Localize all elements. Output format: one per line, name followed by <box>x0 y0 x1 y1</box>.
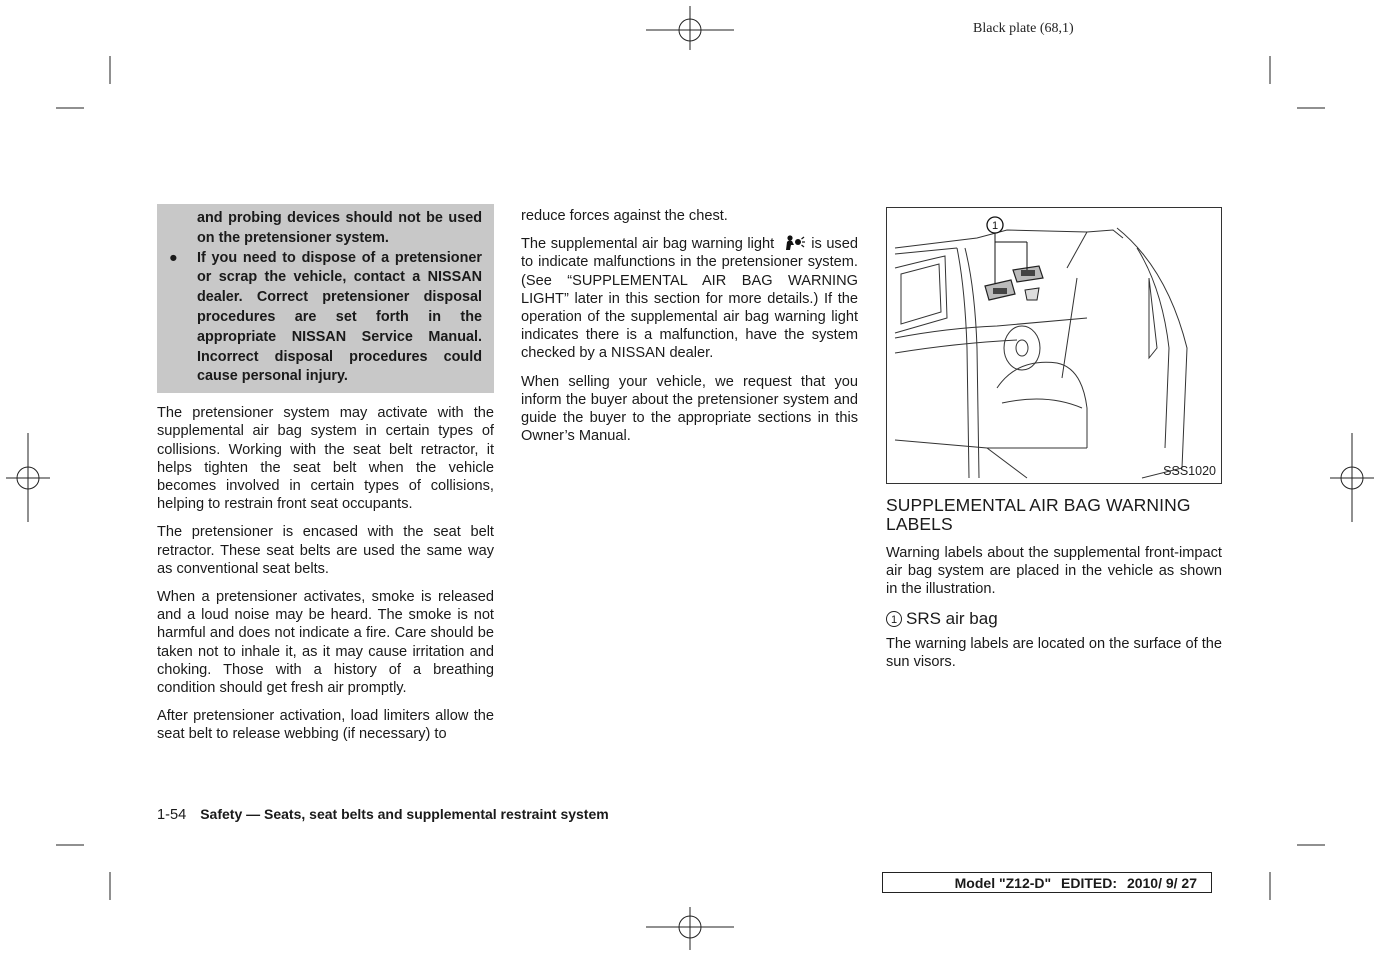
bullet-icon: ● <box>169 249 178 266</box>
paragraph: The warning labels are located on the surface of the sun visors. <box>886 635 1222 670</box>
column-middle <box>521 207 858 455</box>
figure-callout-number: 1 <box>991 220 999 232</box>
circled-number-icon: 1 <box>886 611 902 627</box>
paragraph-text-end: is used to indicate malfunctions in the pretensioner system. (See “SUPPLEMENTAL AIR BAG WARNING LIGHT” later in this section for more details.) If the operation of the supplemental air bag warning light indicates there is a malfunction, have the system checked by a NISSAN dealer. <box>521 236 858 362</box>
column-left <box>157 204 494 754</box>
crosshair-registration-icon <box>1330 433 1374 522</box>
page-number: 1-54 <box>157 807 187 823</box>
crosshair-registration-icon <box>646 907 734 950</box>
plate-label: Black plate (68,1) <box>973 21 1074 36</box>
airbag-warning-icon <box>779 235 807 251</box>
edited-date: 2010/ 9/ 27 <box>1126 875 1197 891</box>
paragraph: The pretensioner system may activate with the supplemental air bag system in certain types of collisions. Working with the seat belt retractor, it helps tighten the seat belt when the vehicle becomes involved in certain types of collisions, helping to restrain front seat occupants. <box>157 405 494 513</box>
edited-label: EDITED: <box>1061 875 1118 891</box>
sub-heading-label: SRS air bag <box>906 608 998 628</box>
paragraph-text-start: The supplemental air bag warning light <box>521 236 775 253</box>
warning-bullet-item <box>169 249 482 388</box>
paragraph: After pretensioner activation, load limiters allow the seat belt to release webbing (if necessary) to <box>157 708 494 743</box>
paragraph: Warning labels about the supplemental front-impact air bag system are placed in the vehicle as shown in the illustration. <box>886 545 1222 598</box>
section-heading: SUPPLEMENTAL AIR BAG WARNING LABELS <box>886 495 1191 534</box>
model-edit-box <box>882 872 1212 893</box>
figure-code: SSS1020 <box>1163 463 1216 478</box>
model-label: Model <box>954 875 996 891</box>
crosshair-registration-icon <box>6 433 50 522</box>
page-footer <box>157 806 609 823</box>
warning-continued-text: and probing devices should not be used on the pretensioner system. <box>197 210 482 246</box>
vehicle-interior-drawing <box>887 208 1221 483</box>
model-code: "Z12-D" <box>998 875 1052 891</box>
paragraph: reduce forces against the chest. <box>521 208 728 224</box>
paragraph: When selling your vehicle, we request that you inform the buyer about the pretensioner system and guide the buyer to the appropriate sections in this Owner’s Manual. <box>521 373 858 445</box>
column-right <box>886 207 1222 681</box>
paragraph-warning-light <box>521 235 858 362</box>
sun-visor-illustration <box>886 207 1222 484</box>
sub-heading <box>886 609 1222 629</box>
section-title: Safety — Seats, seat belts and supplemental restraint system <box>200 806 609 822</box>
crosshair-registration-icon <box>646 6 734 50</box>
warning-bullet-text: If you need to dispose of a pretensioner or scrap the vehicle, contact a NISSAN dealer. Correct pretensioner disposal procedures are set forth in the appropriate NISSAN Service Manual. Incorrect disposal procedures could cause personal injury. <box>197 249 482 385</box>
paragraph: The pretensioner is encased with the seat belt retractor. These seat belts are used the same way as conventional seat belts. <box>157 524 494 577</box>
paragraph: When a pretensioner activates, smoke is released and a loud noise may be heard. The smoke is not harmful and does not indicate a fire. Care should be taken not to inhale it, as it may cause irritation and choking. Those with a history of a breathing condition should get fresh air promptly. <box>157 589 494 697</box>
warning-box <box>157 204 494 393</box>
